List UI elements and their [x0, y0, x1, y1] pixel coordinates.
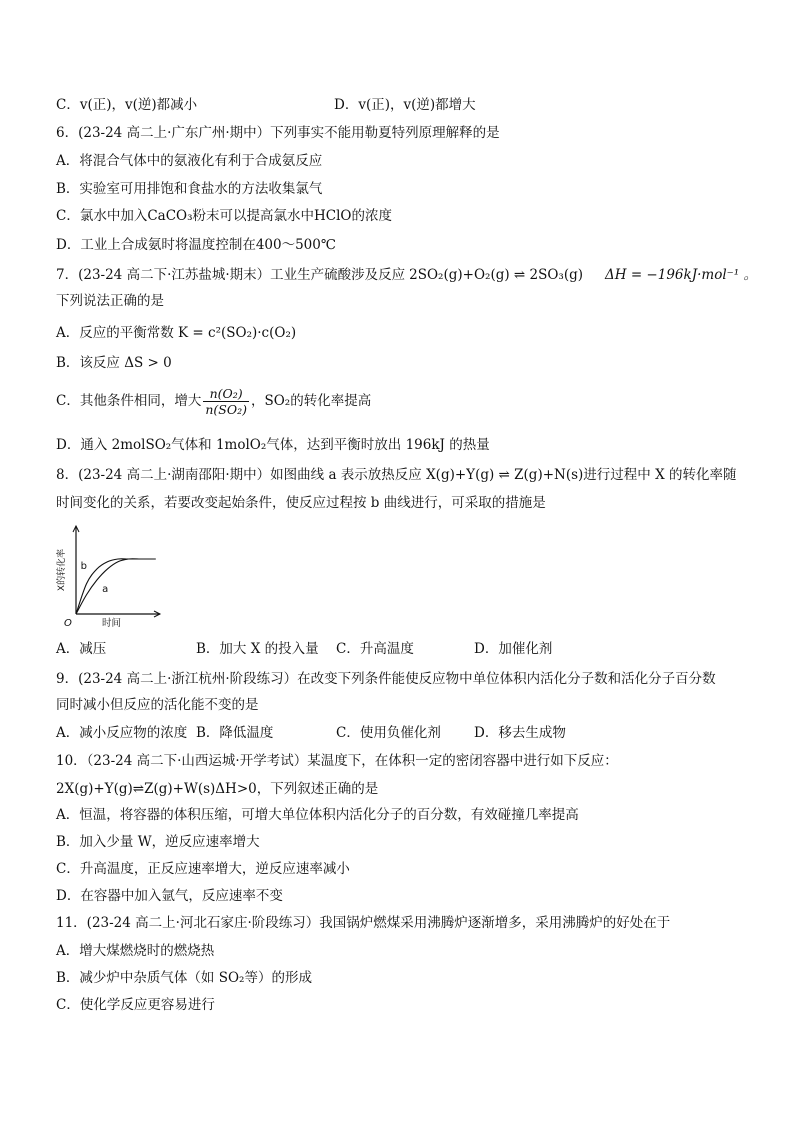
q8-option-d: D．加催化剂 — [474, 641, 553, 657]
q7-option-a: A．反应的平衡常数 K = c²(SO₂)·c(O₂) — [56, 325, 297, 341]
q7-stem-line2: 下列说法正确的是 — [56, 293, 164, 309]
q10-stem-line2: 2X(g)+Y(g)⇌Z(g)+W(s)ΔH>0，下列叙述正确的是 — [56, 781, 379, 797]
q7-fraction-numerator: n(O₂) — [203, 386, 249, 402]
q6-option-a: A．将混合气体中的氨液化有利于合成氨反应 — [56, 153, 323, 169]
q11-option-a: A．增大煤燃烧时的燃烧热 — [56, 943, 215, 959]
q8-option-b: B．加大 X 的投入量 — [196, 641, 319, 657]
q7-fraction-denominator: n(SO₂) — [205, 402, 247, 417]
chart-curves — [76, 559, 156, 614]
q8-stem-line2: 时间变化的关系，若要改变起始条件，使反应过程按 b 曲线进行，可采取的措施是 — [56, 495, 546, 511]
origin-label: O — [64, 618, 72, 629]
q7-option-c — [56, 384, 371, 418]
q9-option-b: B．降低温度 — [196, 725, 274, 741]
q6-stem: 6．(23-24 高二上·广东广州·期中）下列事实不能用勒夏特列原理解释的是 — [56, 125, 500, 141]
q9-stem-line1: 9．(23-24 高二上·浙江杭州·阶段练习）在改变下列条件能使反应物中单位体积内活化分子数和活化分子百分数 — [56, 671, 716, 687]
q9-stem-line2: 同时减小但反应的活化能不变的是 — [56, 697, 259, 713]
q9-option-a: A．减小反应物的浓度 — [56, 725, 188, 741]
q5-option-d: D．v(正)，v(逆)都增大 — [334, 97, 476, 113]
q11-option-c: C．使化学反应更容易进行 — [56, 997, 215, 1013]
q10-option-a: A．恒温，将容器的体积压缩，可增大单位体积内活化分子的百分数，有效碰撞几率提高 — [56, 807, 579, 823]
series-label-b: b — [80, 560, 87, 572]
q6-option-d: D．工业上合成氨时将温度控制在400～500℃ — [56, 237, 336, 253]
q7-option-c-fraction — [203, 386, 249, 417]
q9-option-c: C．使用负催化剂 — [336, 725, 441, 741]
q7-option-c-suffix: ，SO₂的转化率提高 — [250, 393, 372, 409]
q7-equation: 2SO₂(g)+O₂(g) ⇌ 2SO₃(g) — [409, 267, 584, 283]
q7-option-c-prefix: C．其他条件相同，增大 — [56, 393, 202, 409]
chart-labels — [56, 549, 121, 629]
q7-stem-prefix: 7．(23-24 高二下·江苏盐城·期末）工业生产硫酸涉及反应 — [56, 267, 406, 283]
q11-option-b: B．减少炉中杂质气体（如 SO₂等）的形成 — [56, 970, 312, 986]
q10-option-d: D．在容器中加入氩气，反应速率不变 — [56, 888, 283, 904]
q7-enthalpy: ΔH = −196kJ·mol⁻¹ 。 — [605, 267, 757, 283]
conversion-chart — [56, 518, 166, 634]
q5-option-c: C．v(正)，v(逆)都减小 — [56, 97, 198, 113]
q8-option-a: A．减压 — [56, 641, 107, 657]
q10-option-c: C．升高温度，正反应速率增大，逆反应速率减小 — [56, 861, 350, 877]
q10-option-b: B．加入少量 W，逆反应速率增大 — [56, 834, 260, 850]
q8-stem-line1: 8．(23-24 高二上·湖南邵阳·期中）如图曲线 a 表示放热反应 X(g)+Y(g) ⇌ Z(g)+N(s)进行过程中 X 的转化率随 — [56, 467, 737, 483]
q7-stem-line1 — [56, 266, 757, 284]
series-label-a: a — [102, 583, 109, 595]
y-axis-label: X的转化率 — [57, 548, 67, 592]
q6-option-c: C．氯水中加入CaCO₃粉末可以提高氯水中HClO的浓度 — [56, 208, 393, 224]
q10-stem-line1: 10．（23-24 高二下·山西运城·开学考试）某温度下，在体积一定的密闭容器中进行如下反应： — [56, 753, 618, 769]
q11-stem: 11．(23-24 高二上·河北石家庄·阶段练习）我国锅炉燃煤采用沸腾炉逐渐增多，采用沸腾炉的好处在于 — [56, 915, 671, 931]
q6-option-b: B．实验室可用排饱和食盐水的方法收集氯气 — [56, 181, 323, 197]
q7-option-d: D．通入 2molSO₂气体和 1molO₂气体，达到平衡时放出 196kJ 的热量 — [56, 437, 490, 453]
x-axis-label: 时间 — [102, 618, 122, 629]
q8-option-c: C．升高温度 — [336, 641, 414, 657]
q9-option-d: D．移去生成物 — [474, 725, 566, 741]
q7-option-b: B．该反应 ΔS > 0 — [56, 355, 172, 371]
